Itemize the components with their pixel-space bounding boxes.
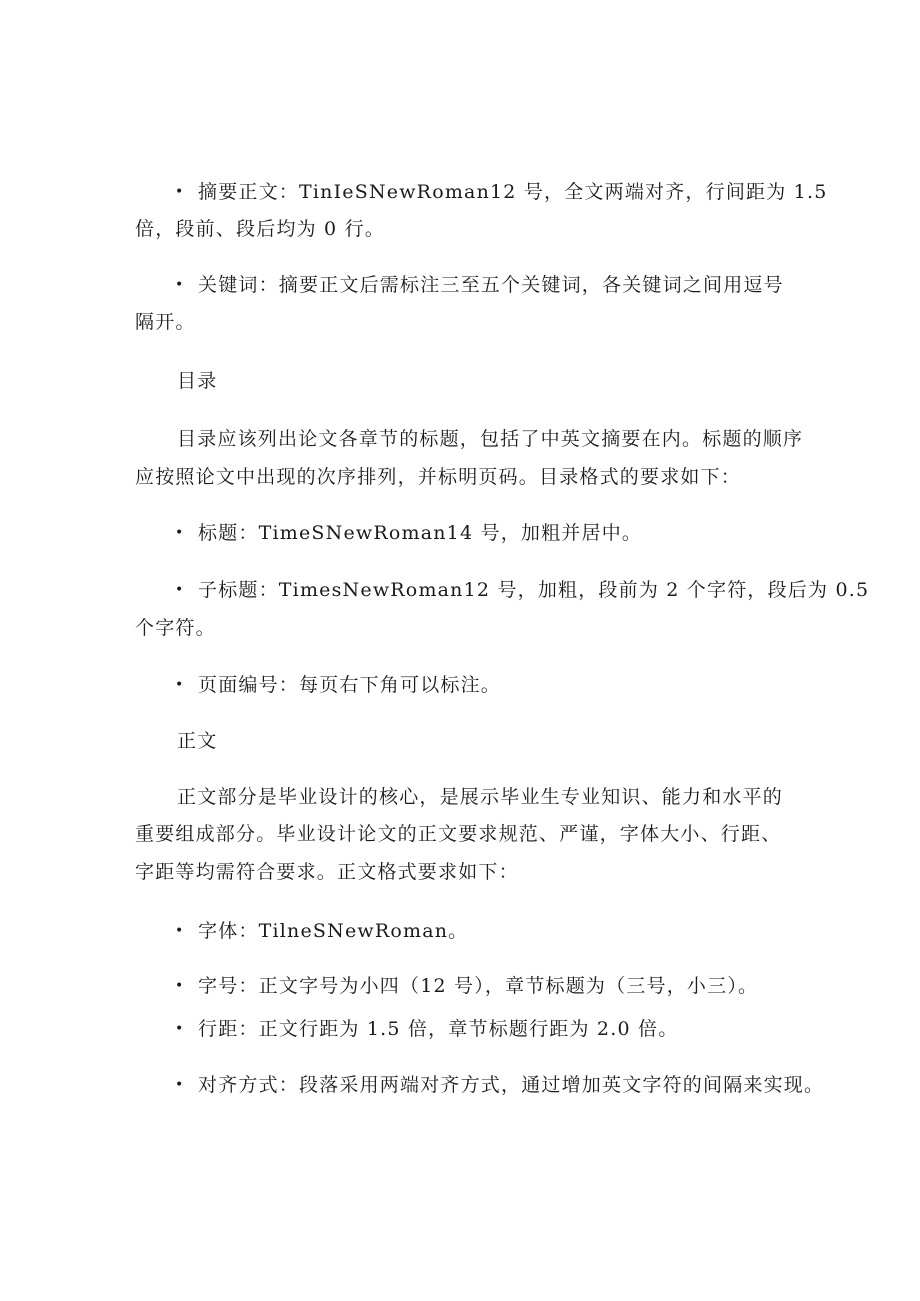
list-item-page-number: 页面编号：每页右下角可以标注。: [198, 674, 502, 696]
paragraph-body-intro-cont-2: 字距等均需符合要求。正文格式要求如下：: [135, 861, 519, 883]
bullet-icon: •: [175, 277, 184, 293]
list-item-abstract-body: 摘要正文：TinIeSNewRoman12 号，全文两端对齐，行间距为 1.5: [198, 181, 828, 203]
bullet-icon: •: [175, 1021, 184, 1037]
bullet-icon: •: [175, 525, 184, 541]
list-item-font: 字体：TilneSNewRoman。: [198, 920, 469, 942]
paragraph-body-intro-cont-1: 重要组成部分。毕业设计论文的正文要求规范、严谨，字体大小、行距、: [135, 823, 782, 845]
bullet-icon: •: [175, 582, 184, 598]
list-item-abstract-body-cont: 倍，段前、段后均为 0 行。: [135, 218, 385, 240]
bullet-icon: •: [175, 923, 184, 939]
bullet-icon: •: [175, 1077, 184, 1093]
bullet-icon: •: [175, 677, 184, 693]
list-item-keywords: 关键词：摘要正文后需标注三至五个关键词，各关键词之间用逗号: [198, 274, 784, 296]
section-heading-toc: 目录: [177, 370, 218, 392]
paragraph-body-intro: 正文部分是毕业设计的核心，是展示毕业生专业知识、能力和水平的: [177, 786, 784, 808]
list-item-subtitle-format-cont: 个字符。: [135, 617, 216, 639]
paragraph-toc-intro-cont: 应按照论文中出现的次序排列，并标明页码。目录格式的要求如下：: [135, 466, 742, 488]
paragraph-toc-intro: 目录应该列出论文各章节的标题，包括了中英文摘要在内。标题的顺序: [177, 428, 804, 450]
list-item-alignment: 对齐方式：段落采用两端对齐方式，通过增加英文字符的间隔来实现。: [198, 1074, 825, 1096]
bullet-icon: •: [175, 184, 184, 200]
bullet-icon: •: [175, 978, 184, 994]
list-item-title-format: 标题：TimeSNewRoman14 号，加粗并居中。: [198, 522, 643, 544]
list-item-keywords-cont: 隔开。: [135, 311, 196, 333]
list-item-subtitle-format: 子标题：TimesNewRoman12 号，加粗，段前为 2 个字符，段后为 0.5: [198, 579, 870, 601]
list-item-font-size: 字号：正文字号为小四（12 号），章节标题为（三号，小三）。: [198, 975, 759, 997]
list-item-line-spacing: 行距：正文行距为 1.5 倍，章节标题行距为 2.0 倍。: [198, 1018, 679, 1040]
section-heading-body: 正文: [177, 730, 218, 752]
